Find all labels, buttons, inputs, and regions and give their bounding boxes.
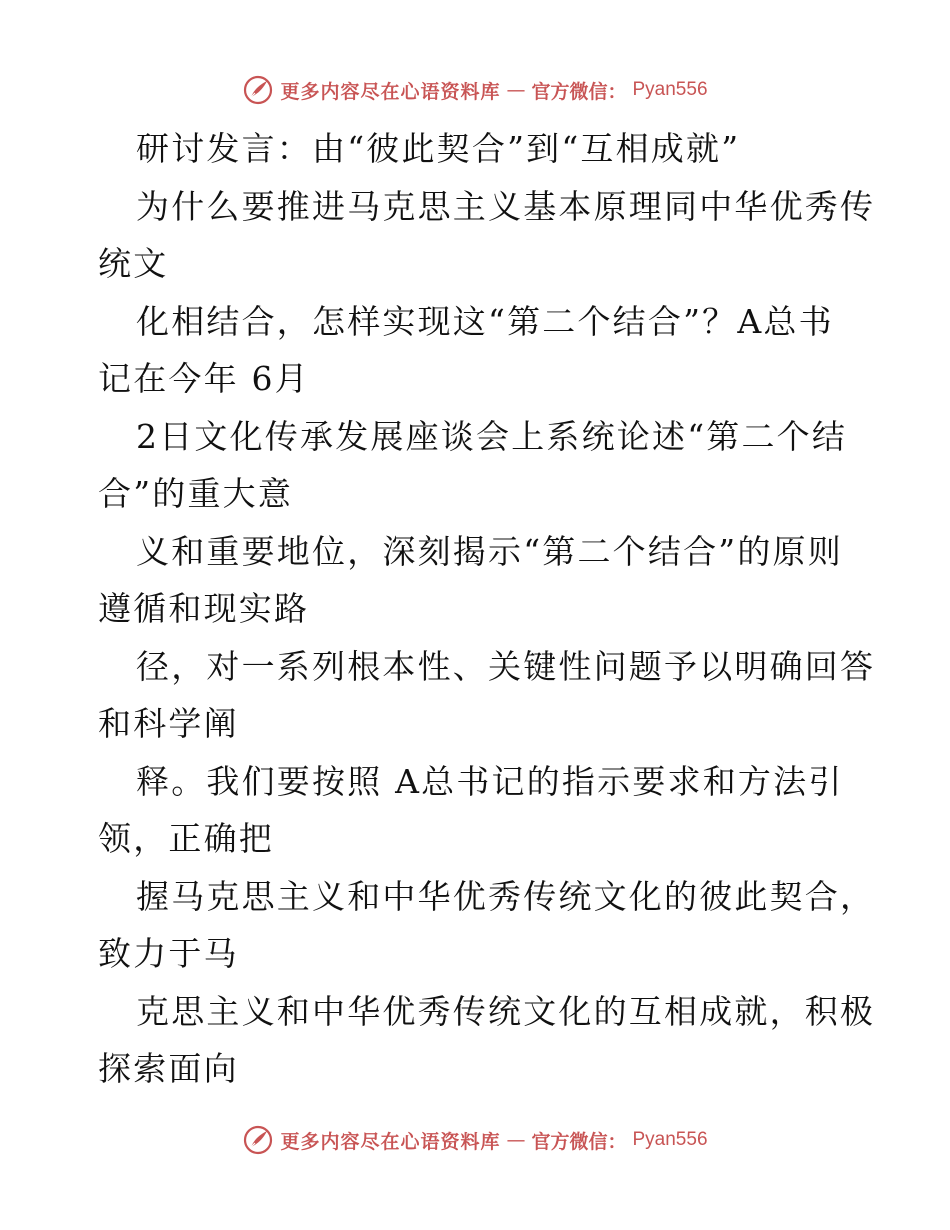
watermark-wechat-id: Pyan556 [632, 79, 708, 100]
paragraph-line: 领，正确把 [98, 819, 274, 858]
paragraph-line: 化相结合，怎样实现这“第二个结合”？A总书 [136, 301, 834, 341]
paragraph-line: 合”的重大意 [98, 474, 294, 513]
paragraph-line: 和科学阐 [98, 704, 239, 743]
paragraph-line: 径，对一系列根本性、关键性问题予以明确回答 [136, 646, 876, 686]
paragraph-line: 2日文化传承发展座谈会上系统论述“第二个结 [136, 416, 848, 456]
quill-pen-logo-icon [242, 74, 274, 106]
watermark-dash: — [506, 1129, 526, 1151]
watermark-banner [242, 74, 707, 106]
watermark-title: 更多内容尽在心语资料库 [280, 1130, 501, 1153]
paragraph-line: 释。我们要按照 A总书记的指示要求和方法引 [136, 761, 844, 801]
document-title: 研讨发言：由“彼此契合”到“互相成就” [136, 129, 741, 168]
watermark-dash: — [506, 79, 526, 101]
paragraph-line: 为什么要推进马克思主义基本原理同中华优秀传 [136, 186, 876, 226]
paragraph-line: 统文 [98, 244, 169, 283]
page-header [0, 70, 950, 110]
paragraph-line: 致力于马 [98, 934, 239, 973]
watermark-wechat-label: 官方微信： [531, 1130, 627, 1153]
watermark-wechat-label: 官方微信： [531, 80, 627, 103]
paragraph-line: 握马克思主义和中华优秀传统文化的彼此契合， [136, 876, 876, 916]
paragraph-line: 克思主义和中华优秀传统文化的互相成就，积极 [136, 991, 876, 1031]
paragraph-line: 遵循和现实路 [98, 589, 310, 628]
page-footer [0, 1120, 950, 1160]
paragraph-line: 义和重要地位，深刻揭示“第二个结合”的原则 [136, 531, 843, 571]
paragraph-line: 探索面向 [98, 1049, 239, 1088]
watermark-title: 更多内容尽在心语资料库 [280, 80, 501, 103]
quill-pen-logo-icon [242, 1124, 274, 1156]
paragraph-line: 记在今年 6月 [98, 359, 310, 398]
watermark-banner [242, 1124, 707, 1156]
watermark-wechat-id: Pyan556 [632, 1129, 708, 1150]
document-body [98, 120, 876, 1098]
